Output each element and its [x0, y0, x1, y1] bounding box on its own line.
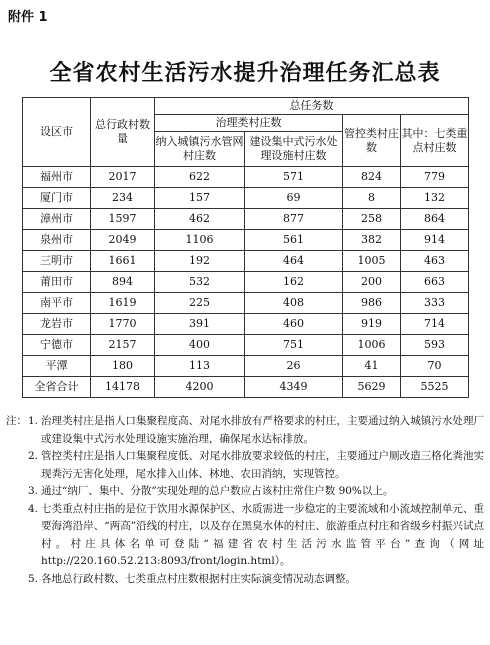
header-urban-sewer: 纳入城镇污水管网村庄数 — [155, 132, 245, 167]
table-cell-central: 162 — [245, 272, 343, 293]
table-cell-urban: 400 — [155, 335, 245, 356]
table-cell-urban: 192 — [155, 251, 245, 272]
header-admin-villages: 总行政村数量 — [91, 98, 155, 167]
table-row — [23, 251, 469, 272]
note-index: 1. — [28, 415, 39, 427]
table-cell-control: 986 — [343, 293, 401, 314]
summary-table — [22, 97, 469, 398]
note-index: 2. — [28, 450, 39, 462]
table-cell-key: 333 — [401, 293, 469, 314]
table-cell-control: 258 — [343, 209, 401, 230]
notes-section — [6, 413, 484, 588]
table-cell-name: 泉州市 — [23, 230, 91, 251]
table-cell-name: 龙岩市 — [23, 314, 91, 335]
table-cell-control: 8 — [343, 188, 401, 209]
header-treatment-villages: 治理类村庄数 — [155, 115, 343, 132]
note-item — [6, 501, 484, 571]
table-cell-central: 460 — [245, 314, 343, 335]
table-cell-key: 593 — [401, 335, 469, 356]
table-row — [23, 335, 469, 356]
table-cell-urban: 622 — [155, 167, 245, 188]
table-cell-urban: 157 — [155, 188, 245, 209]
notes-label: 注： — [6, 415, 27, 427]
table-cell-total: 234 — [91, 188, 155, 209]
table-cell-total: 2049 — [91, 230, 155, 251]
table-cell-total: 2017 — [91, 167, 155, 188]
table-cell-total: 1770 — [91, 314, 155, 335]
note-item — [6, 571, 484, 589]
table-cell-key: 463 — [401, 251, 469, 272]
table-row — [23, 272, 469, 293]
note-index: 4. — [28, 502, 39, 515]
note-index: 3. — [28, 485, 39, 497]
note-text: 管控类村庄是指人口集聚程度低、对尾水排放要求较低的村庄，主要通过户厕改造三格化粪池实现粪污无害化处理，尾水排入山体、林地、农田消纳，实现管控。 — [41, 450, 484, 480]
table-cell-control: 1006 — [343, 335, 401, 356]
table-cell-central: 69 — [245, 188, 343, 209]
table-cell-central: 408 — [245, 293, 343, 314]
table-cell-name: 莆田市 — [23, 272, 91, 293]
table-cell-urban: 113 — [155, 356, 245, 377]
table-cell-name: 漳州市 — [23, 209, 91, 230]
table-total-row — [23, 377, 469, 398]
note-text: 七类重点村庄指的是位于饮用水源保护区、水质需进一步稳定的主要流域和小流域控制单元、重要海湾沿岸、“两高”沿线的村庄，以及存在黑臭水体的村庄、旅游重点村庄和省级乡村振兴试点村。村庄具体名单可登陆“福建省农村生活污水监管平台”查询（网址 http://220.160.52.213:8093/front/login.html）。 — [41, 502, 484, 567]
table-cell-key: 714 — [401, 314, 469, 335]
note-text: 各地总行政村数、七类重点村庄数根据村庄实际演变情况动态调整。 — [41, 572, 356, 585]
table-cell-central: 4349 — [245, 377, 343, 398]
table-cell-urban: 462 — [155, 209, 245, 230]
table-cell-key: 914 — [401, 230, 469, 251]
note-item — [6, 448, 484, 483]
table-cell-total: 1661 — [91, 251, 155, 272]
table-cell-total: 14178 — [91, 377, 155, 398]
table-cell-central: 26 — [245, 356, 343, 377]
note-item — [6, 483, 484, 501]
table-cell-key: 779 — [401, 167, 469, 188]
table-cell-total: 180 — [91, 356, 155, 377]
table-cell-urban: 225 — [155, 293, 245, 314]
table-cell-name: 福州市 — [23, 167, 91, 188]
table-cell-key: 70 — [401, 356, 469, 377]
table-cell-total: 2157 — [91, 335, 155, 356]
table-cell-control: 1005 — [343, 251, 401, 272]
header-key-villages: 其中：七类重点村庄数 — [401, 115, 469, 167]
header-total-tasks: 总任务数 — [155, 98, 469, 115]
header-centralized: 建设集中式污水处理设施村庄数 — [245, 132, 343, 167]
table-cell-urban: 391 — [155, 314, 245, 335]
table-cell-total: 1619 — [91, 293, 155, 314]
table-cell-name: 全省合计 — [23, 377, 91, 398]
table-cell-control: 382 — [343, 230, 401, 251]
table-cell-total: 894 — [91, 272, 155, 293]
table-cell-name: 三明市 — [23, 251, 91, 272]
table-cell-urban: 1106 — [155, 230, 245, 251]
header-control-villages: 管控类村庄数 — [343, 115, 401, 167]
table-cell-central: 571 — [245, 167, 343, 188]
table-cell-control: 5629 — [343, 377, 401, 398]
table-cell-urban: 4200 — [155, 377, 245, 398]
table-cell-central: 751 — [245, 335, 343, 356]
table-cell-central: 561 — [245, 230, 343, 251]
table-row — [23, 356, 469, 377]
note-text: 治理类村庄是指人口集聚程度高、对尾水排放有严格要求的村庄，主要通过纳入城镇污水处理厂或建设集中式污水处理设施实施治理，确保尾水达标排放。 — [41, 415, 484, 445]
table-cell-central: 464 — [245, 251, 343, 272]
table-cell-name: 平潭 — [23, 356, 91, 377]
note-text: 通过“纳厂、集中、分散”实现处理的总户数应占该村庄常住户数 90%以上。 — [41, 485, 394, 497]
table-cell-control: 200 — [343, 272, 401, 293]
table-cell-control: 824 — [343, 167, 401, 188]
table-row — [23, 167, 469, 188]
note-index: 5. — [28, 572, 39, 585]
page-title: 全省农村生活污水提升治理任务汇总表 — [49, 61, 441, 86]
table-row — [23, 230, 469, 251]
table-cell-key: 5525 — [401, 377, 469, 398]
table-cell-key: 132 — [401, 188, 469, 209]
table-row — [23, 188, 469, 209]
note-item — [6, 413, 484, 448]
table-row — [23, 314, 469, 335]
table-cell-key: 864 — [401, 209, 469, 230]
header-district: 设区市 — [23, 98, 91, 167]
table-row — [23, 293, 469, 314]
attachment-label: 附件 1 — [8, 10, 48, 25]
table-cell-name: 厦门市 — [23, 188, 91, 209]
table-cell-control: 41 — [343, 356, 401, 377]
table-cell-central: 877 — [245, 209, 343, 230]
table-cell-urban: 532 — [155, 272, 245, 293]
table-cell-name: 南平市 — [23, 293, 91, 314]
table-row — [23, 209, 469, 230]
table-cell-total: 1597 — [91, 209, 155, 230]
table-cell-name: 宁德市 — [23, 335, 91, 356]
table-cell-control: 919 — [343, 314, 401, 335]
table-cell-key: 663 — [401, 272, 469, 293]
